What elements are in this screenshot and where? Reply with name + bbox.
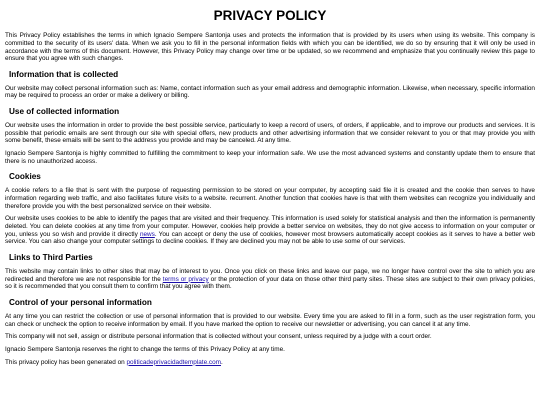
control-paragraph-1: At any time you can restrict the collection or use of personal information that is provided to our website. Every time you are asked to fill in a form, such as the user registration form, you can check or uncheck the option to receive information by email. If you have marked the option to receive our newsletter or advertising, you can cancel it at any time.	[5, 312, 535, 328]
generator-site-link[interactable]: politicadeprivacidadtemplate.com	[126, 358, 221, 366]
terms-or-privacy-link[interactable]: terms or privacy	[162, 275, 209, 283]
news-link[interactable]: news	[139, 230, 155, 238]
section-heading-use: Use of collected information	[9, 107, 120, 117]
collected-paragraph: Our website may collect personal information such as: Name, contact information such as your email address and demographic information. Likewise, when necessary, specific information may be required to process an order or make a delivery or billing.	[5, 84, 535, 100]
control-p4-text-after: .	[221, 358, 223, 366]
use-paragraph-1: Our website uses the information in order to provide the best possible service, particularly to keep a record of users, of orders, if applicable, and to improve our products and services. It is possible that periodic emails are sent through our site with special offers, new products and other advertising information that we consider relevant to you or that may provide you with some benefit, these emails will be sent to the address you provide and may be canceled. At any time.	[5, 122, 535, 145]
section-heading-cookies: Cookies	[9, 172, 41, 182]
links-p1-text-before: This website may contain links to other sites that may be of interest to you. Once you click on these links and leave our page, we no longer have control over the site to which you are redirected and therefore we are not responsible for the	[5, 267, 535, 283]
section-heading-links: Links to Third Parties	[9, 253, 93, 263]
control-paragraph-4	[5, 359, 535, 367]
control-paragraph-2: This company will not sell, assign or distribute personal information that is collected without your consent, unless required by a judge with a court order.	[5, 333, 432, 341]
section-heading-control: Control of your personal information	[9, 298, 152, 307]
page-title: PRIVACY POLICY	[213, 8, 327, 23]
section-heading-collected: Information that is collected	[9, 69, 119, 79]
links-p1-text-after: or the protection of your data on those other third party sites. These sites are subject to their own privacy policies, so it is recommended that you consult them to confirm that you agree with them.	[5, 275, 535, 291]
use-paragraph-2: Ignacio Sempere Santonja is highly committed to fulfilling the commitment to keep your information safe. We use the most advanced systems and constantly update them to ensure that there is no unauthorized access.	[5, 150, 535, 165]
cookies-paragraph-1: A cookie refers to a file that is sent with the purpose of requesting permission to be stored on your computer, by accepting said file it is created and the cookie then serves to have information regarding web traffic, and also facilitates future visits to a website. recurrent. Another function that cookies have is that with them websites can recognize you individually and therefore provide you with the best personalized service on their website.	[5, 187, 535, 210]
links-paragraph	[5, 268, 535, 291]
control-p4-text-before: This privacy policy has been generated on	[5, 358, 127, 366]
cookies-p2-text-after: . You can accept or deny the use of cookies, however most browsers automatically accept cookies as it serves to have a better web service. You can also change your computer settings to decline cookies. If they are declined you may not be able to use some of our services.	[5, 230, 535, 246]
cookies-p2-text-before: Our website uses cookies to be able to identify the pages that are visited and their frequency. This information is used solely for statistical analysis and then the information is permanently deleted. You can delete cookies at any time from your computer. However, cookies help provide a better service on websites, they do not give access to information on your computer or you, unless you so wish and provide it directly	[5, 215, 535, 238]
cookies-paragraph-2	[5, 215, 535, 246]
control-paragraph-3: Ignacio Sempere Santonja reserves the right to change the terms of this Privacy Policy at any time.	[5, 345, 285, 353]
intro-paragraph: This Privacy Policy establishes the terms in which Ignacio Sempere Santonja uses and protects the information that is provided by its users when using its website. This company is committed to the security of its users' data. When we ask you to fill in the personal information fields with which you can be identified, we do so by ensuring that it will only be used in accordance with the terms of this document. However, this Privacy Policy may change over time or be updated, so we recommend and emphasize that you continually review this page to ensure that you agree with such changes.	[5, 32, 535, 63]
